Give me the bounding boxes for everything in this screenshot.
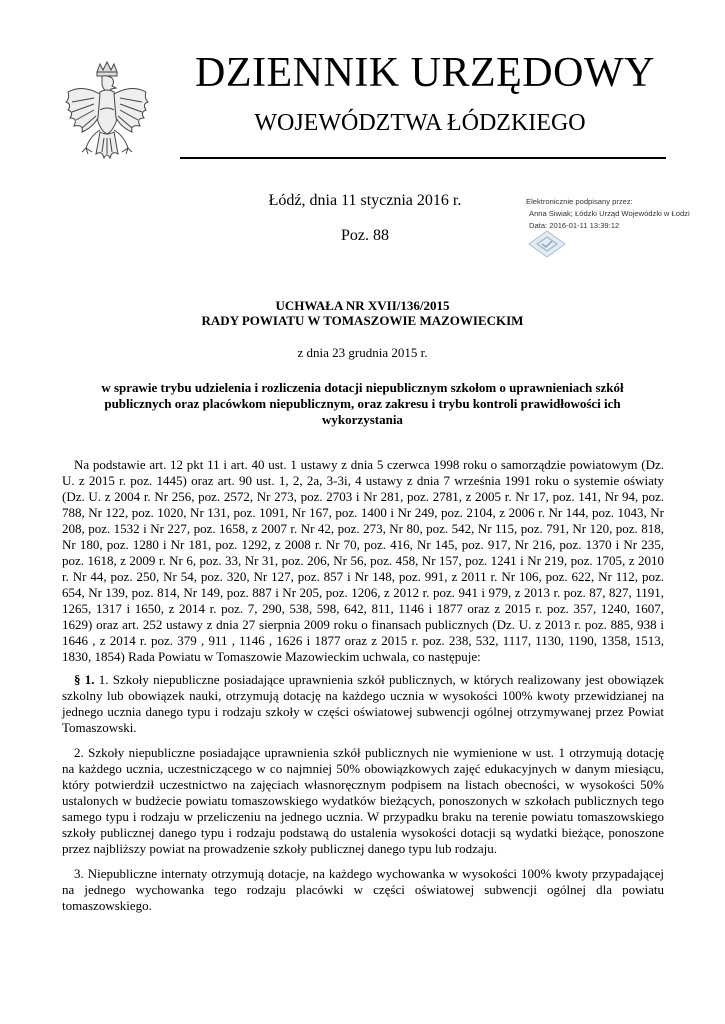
legal-basis-paragraph: Na podstawie art. 12 pkt 11 i art. 40 ust. 1 ustawy z dnia 5 czerwca 1998 roku o samorządzie powiatowym (Dz. U. z 2015 r. poz. 1445) oraz art. 90 ust. 1, 2, 2a, 3-3i, 4 ustawy z dnia 7 września 1991 roku o systemie oświaty (Dz. U. z 2004 r. Nr 256, poz. 2572, Nr 273, poz. 2703 i Nr 281, poz. 2781, z 2005 r. Nr 17, poz. 141, Nr 94, poz. 788, Nr 122, poz. 1020, Nr 131, poz. 1091, Nr 167, poz. 1400 i Nr 249, poz. 2104, z 2006 r. Nr 144, poz. 1043, Nr 208, poz. 1532 i Nr 227, poz. 1658, z 2007 r. Nr 42, poz. 273, Nr 80, poz. 542, Nr 115, poz. 791, Nr 120, poz. 818, Nr 180, poz. 1280 i Nr 181, poz. 1292, z 2008 r. Nr 70, poz. 416, Nr 145, poz. 917, Nr 216, poz. 1370 i Nr 235, poz. 1618, z 2009 r. Nr 6, poz. 33, Nr 31, poz. 206, Nr 56, poz. 458, Nr 157, poz. 1241 i Nr 219, poz. 1705, z 2010 r. Nr 44, poz. 250, Nr 54, poz. 320, Nr 127, poz. 857 i Nr 148, poz. 991, z 2011 r. Nr 106, poz. 622, Nr 112, poz. 654, Nr 139, poz. 814, Nr 149, poz. 887 i Nr 205, poz. 1206, z 2012 r. poz. 941 i 979, z 2013 r. poz. 87, 827, 1191, 1265, 1317 i 1650, z 2014 r. poz. 7, 290, 538, 598, 642, 811, 1146 i 1877 oraz z 2015 r. poz. 357, 1240, 1607, 1629) oraz art. 252 ustawy z dnia 27 sierpnia 2009 roku o finansach publicznych (Dz. U. z 2013 r. poz. 885, 938 i 1646 , z 2014 r. poz. 379 , 911 , 1146 , 1626 i 1877 oraz z 2015 r. poz. 238, 532, 1117, 1130, 1190, 1358, 1513, 1830, 1854) Rada Powiatu w Tomaszowie Mazowieckim uchwala, co następuje: xyxy=(62,457,664,664)
document-body xyxy=(62,457,664,923)
masthead-title: DZIENNIK URZĘDOWY xyxy=(195,50,655,96)
resolution-title xyxy=(60,298,665,328)
resolution-subject: w sprawie trybu udzielenia i rozliczenia dotacji niepublicznym szkołom o uprawnieniach szkół publicznych oraz placówkom niepublicznym, oraz zakresu i trybu kontroli prawidłowości ich wykorzystania xyxy=(101,380,624,427)
section-mark: § 1. xyxy=(74,672,95,687)
signature-label: Elektronicznie podpisany przez: xyxy=(526,197,633,206)
position-number: Poz. 88 xyxy=(341,227,389,244)
masthead-subtitle: WOJEWÓDZTWA ŁÓDZKIEGO xyxy=(254,110,586,136)
signature-date: Data: 2016-01-11 13:39:12 xyxy=(529,221,620,230)
resolution-issuer: RADY POWIATU W TOMASZOWIE MAZOWIECKIM xyxy=(201,313,524,328)
section-1-paragraph-1 xyxy=(62,672,664,736)
electronic-signature-block xyxy=(526,196,696,232)
section-1-paragraph-2: 2. Szkoły niepubliczne posiadające uprawnienia szkół publicznych nie wymienione w ust. 1 otrzymują dotację na każdego ucznia, uczestniczącego w co najmniej 50% obowiązkowych zajęć edukacyjnych w danym miesiącu, który potwierdził uczestnictwo na zajęciach własnoręcznym podpisem na listach obecności, w wysokości 50% ustalonych w budżecie powiatu tomaszowskiego wydatków bieżących, ponoszonych w szkołach publicznych tego samego typu i rodzaju w przeliczeniu na jednego ucznia. W przypadku braku na terenie powiatu tomaszowskiego szkoły publicznej danego typu i rodzaju podstawą do ustalenia wysokości dotacji są wydatki bieżące, ponoszone przez najbliższy powiat na prowadzenie szkoły publicznej danego typu lub rodzaju. xyxy=(62,745,664,856)
section-1-text-1: 1. Szkoły niepubliczne posiadające uprawnienia szkół publicznych, w których realizowany jest obowiązek szkolny lub obowiązek nauki, otrzymują dotację na każdego ucznia w wysokości 100% kwoty przewidzianej na jednego ucznia danego typu i rodzaju szkoły w części oświatowej subwencji ogólnej otrzymywanej przez Powiat Tomaszowski. xyxy=(62,672,665,735)
place-date: Łódź, dnia 11 stycznia 2016 r. xyxy=(268,192,462,209)
masthead-divider xyxy=(180,157,666,159)
signature-signer: Anna Siwiak; Łódzki Urząd Wojewódzki w Łodzi xyxy=(529,209,690,218)
signature-check-icon xyxy=(528,230,566,258)
resolution-number: UCHWAŁA NR XVII/136/2015 xyxy=(275,298,450,313)
polish-eagle-emblem-icon xyxy=(60,58,154,176)
resolution-date: z dnia 23 grudnia 2015 r. xyxy=(297,345,428,360)
section-1-paragraph-3: 3. Niepubliczne internaty otrzymują dotacje, na każdego wychowanka w wysokości 100% kwoty przypadającej na jednego wychowanka tego rodzaju placówki w części oświatowej subwencji ogólnej dla powiatu tomaszowskiego. xyxy=(62,866,664,913)
